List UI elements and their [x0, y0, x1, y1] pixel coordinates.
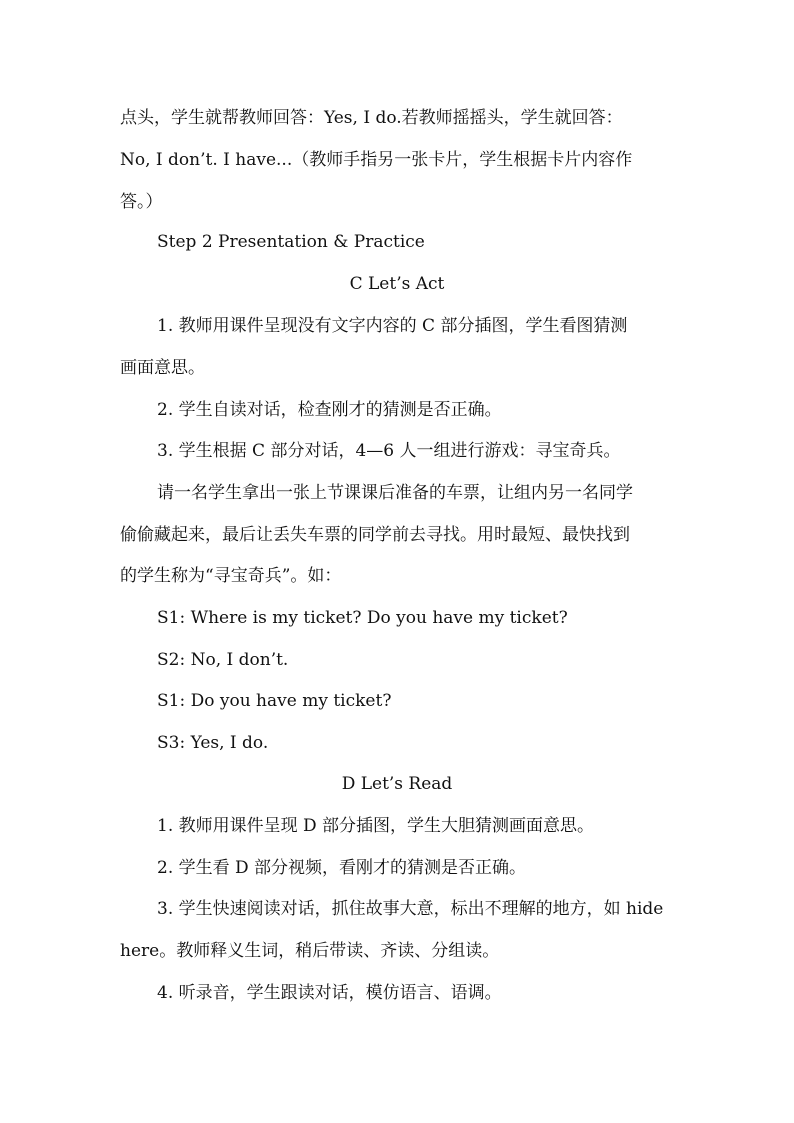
paragraph-line: 的学生称为“寻宝奇兵”。如：	[120, 566, 342, 586]
paragraph-line: 点头，学生就帮教师回答：Yes, I do.若教师摇摇头，学生就回答：	[120, 108, 623, 128]
list-item: 2. 学生看 D 部分视频，看刚才的猜测是否正确。	[157, 858, 527, 878]
section-heading: C Let’s Act	[349, 274, 445, 294]
list-item: 3. 学生根据 C 部分对话，4—6 人一组进行游戏：寻宝奇兵。	[157, 441, 621, 461]
step-heading: Step 2 Presentation & Practice	[157, 232, 425, 252]
dialogue-line: S1: Do you have my ticket?	[157, 691, 392, 711]
list-item: 3. 学生快速阅读对话，抓住故事大意，标出不理解的地方，如 hide	[157, 899, 664, 919]
dialogue-line: S1: Where is my ticket? Do you have my ticket?	[157, 608, 568, 628]
list-item: 1. 教师用课件呈现 D 部分插图，学生大胆猜测画面意思。	[157, 816, 595, 836]
paragraph-line: 画面意思。	[120, 358, 205, 378]
dialogue-line: S3: Yes, I do.	[157, 733, 269, 753]
paragraph-line: 偷偷藏起来，最后让丢失车票的同学前去寻找。用时最短、最快找到	[120, 525, 630, 545]
dialogue-line: S2: No, I don’t.	[157, 650, 289, 670]
list-item: 2. 学生自读对话，检查刚才的猜测是否正确。	[157, 400, 502, 420]
paragraph-line: No, I don’t. I have...（教师手指另一张卡片，学生根据卡片内容作	[120, 150, 633, 170]
paragraph-line: 答。）	[120, 192, 163, 212]
paragraph-line: 请一名学生拿出一张上节课课后准备的车票，让组内另一名同学	[157, 483, 633, 503]
list-item: 4. 听录音，学生跟读对话，模仿语言、语调。	[157, 983, 502, 1003]
list-item: 1. 教师用课件呈现没有文字内容的 C 部分插图，学生看图猜测	[157, 316, 628, 336]
section-heading: D Let’s Read	[341, 774, 453, 794]
paragraph-line: here。教师释义生词，稍后带读、齐读、分组读。	[120, 941, 500, 961]
